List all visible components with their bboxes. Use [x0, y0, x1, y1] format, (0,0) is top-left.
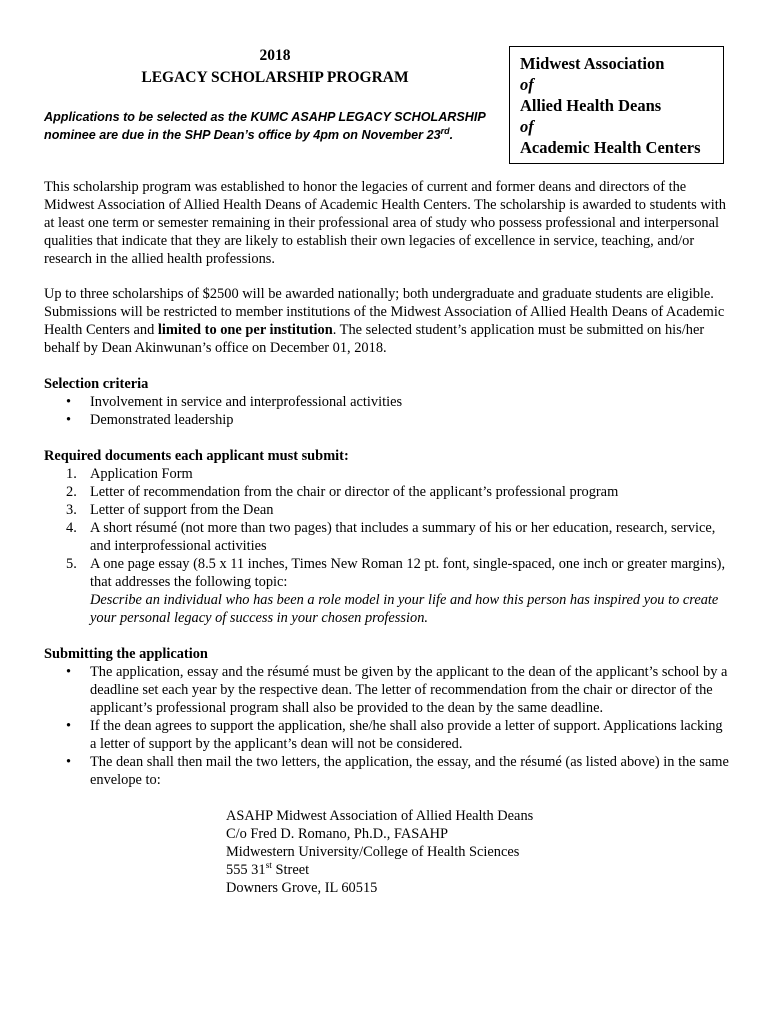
essay-topic: Describe an individual who has been a role model in your life and how this person has inspired you to create your personal legacy of success in your chosen profession. [90, 592, 719, 626]
address-street-name: Street [271, 862, 310, 878]
item-text: A short résumé (not more than two pages) that includes a summary of his or her education, research, service, and interprofessional activities [90, 520, 716, 554]
item-number: 2. [66, 484, 77, 500]
program-header [44, 46, 506, 144]
association-box [509, 46, 724, 164]
award-paragraph-end: . The selected student’s application must be submitted on his/her behalf by Dean Akinwunan’s office on December 01, 2018. [44, 322, 705, 356]
item-number: 3. [66, 502, 77, 518]
award-paragraph [44, 285, 730, 357]
association-of-2: of [520, 117, 534, 136]
selection-list [44, 393, 730, 429]
program-year: 2018 [259, 47, 291, 64]
address-line-5: Downers Grove, IL 60515 [226, 880, 378, 896]
required-heading: Required documents each applicant must submit: [44, 448, 349, 464]
item-number: 1. [66, 466, 77, 482]
association-of-1: of [520, 75, 534, 94]
deadline-note-sup: rd [440, 125, 450, 136]
item-text: Letter of recommendation from the chair or director of the applicant’s professional program [90, 484, 619, 500]
document-body [44, 178, 730, 897]
deadline-note-end: . [449, 128, 454, 142]
list-item: • The dean shall then mail the two letters, the application, the essay, and the résumé (as listed above) in the same envelope to: [44, 753, 730, 789]
submitting-list [44, 663, 730, 789]
address-line-1: ASAHP Midwest Association of Allied Health Deans [226, 808, 534, 824]
list-item [44, 519, 730, 555]
selection-heading: Selection criteria [44, 376, 149, 392]
list-item [44, 501, 730, 519]
address-line-4 [226, 861, 730, 879]
list-item: • The application, essay and the résumé must be given by the applicant to the dean of the applicant’s school by a deadline set each year by the respective dean. The letter of recommendation from the chair or director of the applicant’s professional program shall also be provided to the dean by the same deadline. [44, 663, 730, 717]
required-list [44, 465, 730, 627]
address-line-2: C/o Fred D. Romano, Ph.D., FASAHP [226, 826, 449, 842]
program-title: LEGACY SCHOLARSHIP PROGRAM [141, 69, 409, 86]
deadline-note [44, 108, 506, 144]
item-number: 4. [66, 520, 77, 536]
mailing-address [44, 807, 730, 897]
list-item [44, 483, 730, 501]
list-item: • Demonstrated leadership [44, 411, 730, 429]
intro-paragraph: This scholarship program was established to honor the legacies of current and former deans and directors of the Midwest Association of Allied Health Deans of Academic Health Centers. The scholarship is awarded to students with at least one term or semester remaining in their professional area of study who possess professional and interpersonal qualities that indicate that they are likely to establish their own legacies of excellence in service, teaching, and/or research in the allied health professions. [44, 179, 726, 267]
deadline-note-text: Applications to be selected as the KUMC ASAHP LEGACY SCHOLARSHIP nominee are due in the SHP Dean’s office by 4pm on November 23 [44, 110, 486, 142]
association-line-1: Midwest Association [520, 54, 665, 73]
address-street-sup: st [265, 861, 272, 872]
item-text: A one page essay (8.5 x 11 inches, Times New Roman 12 pt. font, single-spaced, one inch or greater margins), that addresses the following topic: [90, 556, 726, 590]
submitting-heading: Submitting the application [44, 646, 208, 662]
item-text: Application Form [90, 466, 193, 482]
list-item [44, 555, 730, 627]
item-number: 5. [66, 556, 77, 572]
association-line-3: Academic Health Centers [520, 138, 701, 157]
list-item: • If the dean agrees to support the application, she/he shall also provide a letter of support. Applications lacking a letter of support by the applicant’s dean will not be considered. [44, 717, 730, 753]
award-paragraph-bold: limited to one per institution [157, 322, 333, 338]
association-line-2: Allied Health Deans [520, 96, 662, 115]
list-item: • Involvement in service and interprofessional activities [44, 393, 730, 411]
item-text: Letter of support from the Dean [90, 502, 274, 518]
list-item [44, 465, 730, 483]
address-line-3: Midwestern University/College of Health Sciences [226, 844, 520, 860]
award-paragraph-text: Up to three scholarships of $2500 will be awarded nationally; both undergraduate and graduate students are eligible. Submissions will be restricted to member institutions of the Midwest Association of Allied Health Deans of Academic Health Centers and [44, 286, 725, 338]
address-street-number: 555 31 [226, 862, 266, 878]
